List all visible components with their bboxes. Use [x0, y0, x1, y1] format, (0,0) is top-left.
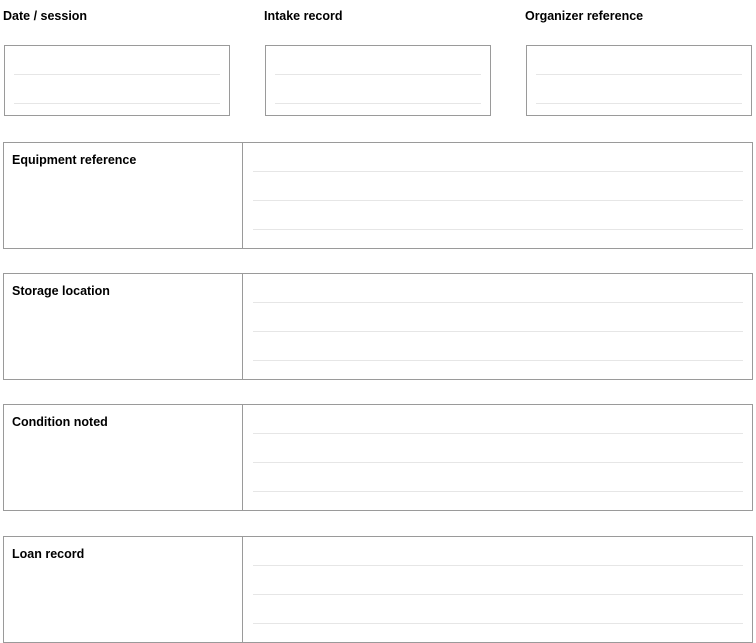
- write-line: [253, 623, 743, 624]
- condition-noted-section: [3, 404, 753, 511]
- date-session-field[interactable]: [4, 45, 230, 116]
- write-line: [253, 331, 743, 332]
- equipment-reference-label-cell: [4, 143, 243, 248]
- equipment-reference-field[interactable]: [243, 143, 752, 248]
- write-line: [253, 200, 743, 201]
- date-session-label: Date / session: [3, 9, 88, 23]
- organizer-reference-label: Organizer reference: [525, 9, 644, 23]
- intake-record-label: Intake record: [264, 9, 343, 23]
- storage-location-label-cell: [4, 274, 243, 379]
- write-line: [14, 103, 220, 104]
- equipment-reference-section: [3, 142, 753, 249]
- condition-noted-field[interactable]: [243, 405, 752, 510]
- loan-record-section: [3, 536, 753, 643]
- write-line: [253, 491, 743, 492]
- loan-record-label-cell: [4, 537, 243, 642]
- write-line: [253, 594, 743, 595]
- write-line: [253, 433, 743, 434]
- write-line: [275, 74, 481, 75]
- storage-location-field[interactable]: [243, 274, 752, 379]
- equipment-reference-label: Equipment reference: [12, 153, 137, 167]
- write-line: [536, 74, 742, 75]
- write-line: [275, 103, 481, 104]
- write-line: [253, 302, 743, 303]
- condition-noted-label-cell: [4, 405, 243, 510]
- intake-record-field[interactable]: [265, 45, 491, 116]
- loan-record-field[interactable]: [243, 537, 752, 642]
- write-line: [253, 229, 743, 230]
- write-line: [253, 360, 743, 361]
- loan-record-label: Loan record: [12, 547, 85, 561]
- write-line: [253, 462, 743, 463]
- write-line: [536, 103, 742, 104]
- organizer-reference-field[interactable]: [526, 45, 752, 116]
- condition-noted-label: Condition noted: [12, 415, 108, 429]
- storage-location-section: [3, 273, 753, 380]
- write-line: [14, 74, 220, 75]
- write-line: [253, 171, 743, 172]
- storage-location-label: Storage location: [12, 284, 110, 298]
- write-line: [253, 565, 743, 566]
